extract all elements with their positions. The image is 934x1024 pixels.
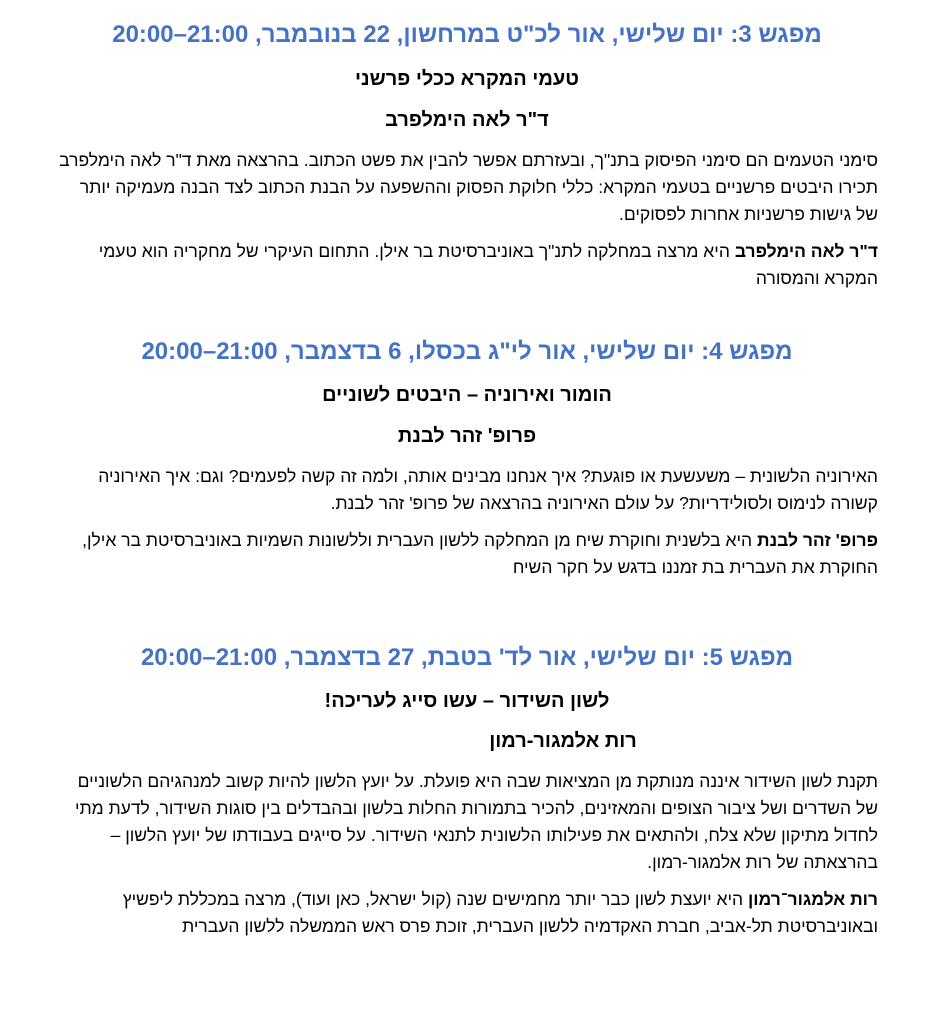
lecture-title: טעמי המקרא ככלי פרשני	[355, 68, 579, 90]
lecturer-name: פרופ' זהר לבנת	[397, 425, 537, 447]
bio-name: רות אלמגור־רמון	[747, 889, 878, 909]
bio-text: היא יועצת לשון כבר יותר מחמישים שנה (קול ישראל, כאן ועוד), מרצה במכללת ליפשיץ ובאוניברסיטת תל-אביב, חברת האקדמיה ללשון העברית, זוכת פרס ראש הממשלה ללשון העברית	[122, 889, 878, 936]
lecture-description: סימני הטעמים הם סימני הפיסוק בתנ"ך, ובעזרתם אפשר להבין את פשט הכתוב. בהרצאה מאת ד"ר לאה הימלפרב תכירו היבטים פרשניים בטעמי המקרא: כללי חלוקת הפסוק וההשפעה על הבנת הכתוב לצד הבנה מעמיקה יותר של גישות פרשניות אחרות לפסוקים.	[59, 150, 878, 224]
lecturer-name: ד"ר לאה הימלפרב	[385, 109, 549, 131]
bio-name: פרופ' זהר לבנת	[757, 530, 878, 550]
meeting-heading: מפגש 4: יום שלישי, אור לי"ג בכסלו, 6 בדצמבר, 21:00–20:00	[141, 338, 793, 365]
bio-name: ד"ר לאה הימלפרב	[734, 241, 878, 261]
lecture-title: הומור ואירוניה – היבטים לשוניים	[322, 384, 612, 406]
lecturer-bio	[56, 527, 878, 581]
lecturer-bio	[56, 238, 878, 292]
bio-text: היא בלשנית וחוקרת שיח מן המחלקה ללשון העברית וללשונות השמיות באוניברסיטת בר אילן, החוקרת את העברית בת זמננו בדגש על חקר השיח	[82, 530, 878, 577]
lecturer-name: רות אלמגור-רמון	[489, 730, 637, 752]
lecture-title: לשון השידור – עשו סייג לעריכה!	[324, 690, 610, 712]
meeting-3	[56, 20, 878, 292]
meeting-5	[56, 643, 878, 940]
bio-text: היא מרצה במחלקה לתנ"ך באוניברסיטת בר אילן. התחום העיקרי של מחקריה הוא טעמי המקרא והמסורה	[98, 241, 878, 288]
meeting-heading: מפגש 3: יום שלישי, אור לכ"ט במרחשון, 22 בנובמבר, 21:00–20:00	[112, 21, 822, 48]
lecture-description: האירוניה הלשונית – משעשעת או פוגעת? איך אנחנו מבינים אותה, ולמה זה קשה לפעמים? וגם: איך האירוניה קשורה לנימוס ולסולידריות? על עולם האירוניה בהרצאה של פרופ' זהר לבנת.	[98, 466, 878, 513]
meeting-4	[56, 337, 878, 581]
lecturer-bio	[56, 886, 878, 940]
lecture-description: תקנת לשון השידור איננה מנותקת מן המציאות שבה היא פועלת. על יועץ הלשון להיות קשוב למנהגיהם הלשוניים של השדרים ושל ציבור הצופים והמאזינים, להכיר בתמורות החלות בלשון ובהבדלים בין סוגות השידור, לדעת מתי לחדול מתיקון שלא צלח, ולהתאים את פעילותו הלשונית לתנאי השידור. על סייגים בעבודתו של יועץ הלשון – בהרצאתה של רות אלמגור-רמון.	[75, 771, 878, 872]
meeting-heading: מפגש 5: יום שלישי, אור לד' בטבת, 27 בדצמבר, 21:00–20:00	[140, 644, 794, 671]
